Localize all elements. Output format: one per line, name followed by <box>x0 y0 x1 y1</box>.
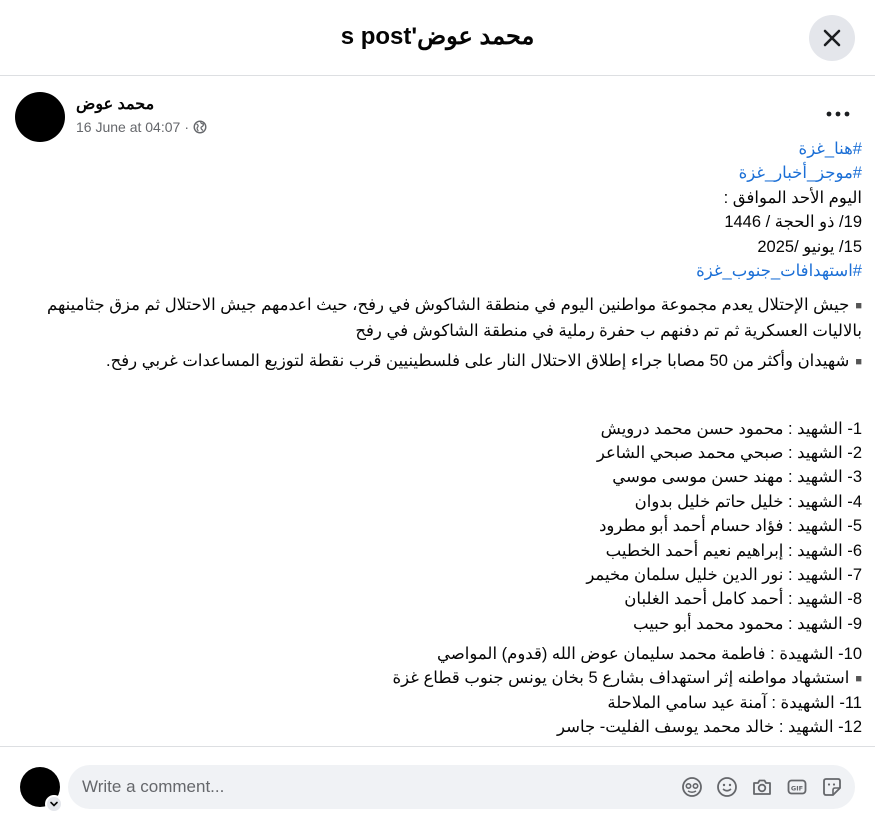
post-author <box>15 90 715 144</box>
meta-separator: · <box>184 119 189 135</box>
date-line: 19/ ذو الحجة / 1446 <box>724 213 862 232</box>
more-options-button[interactable] <box>822 100 854 128</box>
sticker-icon[interactable] <box>820 775 844 799</box>
list-item: 7- الشهيد : نور الدين خليل سلمان مخيمر <box>586 565 862 584</box>
post-paragraph <box>14 293 862 343</box>
post-paragraph <box>14 349 862 374</box>
more-options-icon <box>826 111 850 117</box>
paragraph-text: شهيدان وأكثر من 50 مصابا جراء إطلاق الاحتلال النار على فلسطينيين قرب نقطة لتوزيع المساعدات غربي رفح. <box>106 352 850 371</box>
bullet-icon: ■ <box>855 300 862 313</box>
list-item: 8- الشهيد : أحمد كامل أحمد الغلبان <box>624 590 862 609</box>
list-item: 5- الشهيد : فؤاد حسام أحمد أبو مطرود <box>599 517 862 536</box>
author-name[interactable]: محمد عوض <box>76 96 155 113</box>
hashtag-link[interactable]: #موجز_أخبار_غزة <box>738 164 862 183</box>
hashtag-link[interactable]: #هنا_غزة <box>798 140 862 158</box>
martyrs-list <box>14 417 862 637</box>
post-body <box>14 137 862 740</box>
page-title: محمد عوض's post <box>340 23 535 50</box>
post-meta <box>76 119 207 135</box>
list-item: 4- الشهيد : خليل حاتم خليل بدوان <box>634 492 862 511</box>
paragraph-text: استشهاد مواطنه إثر استهداف بشارع 5 بخان يونس جنوب قطاع غزة <box>392 669 850 688</box>
avatar[interactable] <box>15 92 65 142</box>
chevron-down-icon <box>49 799 59 809</box>
list-item: 12- الشهيد : خالد محمد يوسف الفليت- جاسر <box>557 718 862 737</box>
avatar-sticker-icon[interactable] <box>680 775 704 799</box>
date-line: اليوم الأحد الموافق : <box>723 188 862 207</box>
list-item: 6- الشهيد : إبراهيم نعيم أحمد الخطيب <box>605 541 862 560</box>
post-timestamp[interactable]: 16 June at 04:07 <box>76 119 181 135</box>
profile-switch-button[interactable] <box>45 795 63 813</box>
globe-icon[interactable] <box>193 120 207 134</box>
bullet-icon: ■ <box>855 356 862 369</box>
hashtag-link[interactable]: #استهدافات_جنوب_غزة <box>696 261 862 280</box>
list-item: 10- الشهيدة : فاطمة محمد سليمان عوض الله (قدوم) المواصي <box>437 645 862 664</box>
paragraph-text: جيش الإحتلال يعدم مجموعة مواطنين اليوم في منطقة الشاكوش في رفح، حيث اعدمهم جيش الاحتلال ثم مزق جثامينهم بالاليات العسكرية ثم تم دفنهم ب حفرة رملية في منطقة الشاكوش في رفح <box>47 296 862 340</box>
list-item: 9- الشهيد : محمود محمد أبو حبيب <box>633 614 862 633</box>
emoji-icon[interactable] <box>715 775 739 799</box>
post-paragraph <box>14 666 862 690</box>
dialog-header <box>0 0 875 76</box>
list-item: 1- الشهيد : محمود حسن محمد درويش <box>600 419 862 438</box>
list-item: 2- الشهيد : صبحي محمد صبحي الشاعر <box>596 443 862 462</box>
svg-text:GIF: GIF <box>790 784 804 793</box>
camera-icon[interactable] <box>750 775 774 799</box>
gif-icon[interactable] <box>785 775 809 799</box>
list-item: 11- الشهيدة : آمنة عيد سامي الملاحلة <box>607 693 862 712</box>
close-button[interactable] <box>809 15 855 61</box>
list-item: 3- الشهيد : مهند حسن موسى موسي <box>612 468 862 487</box>
date-line: 15/ يونيو /2025 <box>757 237 862 256</box>
close-icon <box>822 28 842 48</box>
comment-tools <box>680 775 844 799</box>
bullet-icon: ■ <box>855 673 862 686</box>
comment-composer <box>0 746 875 832</box>
